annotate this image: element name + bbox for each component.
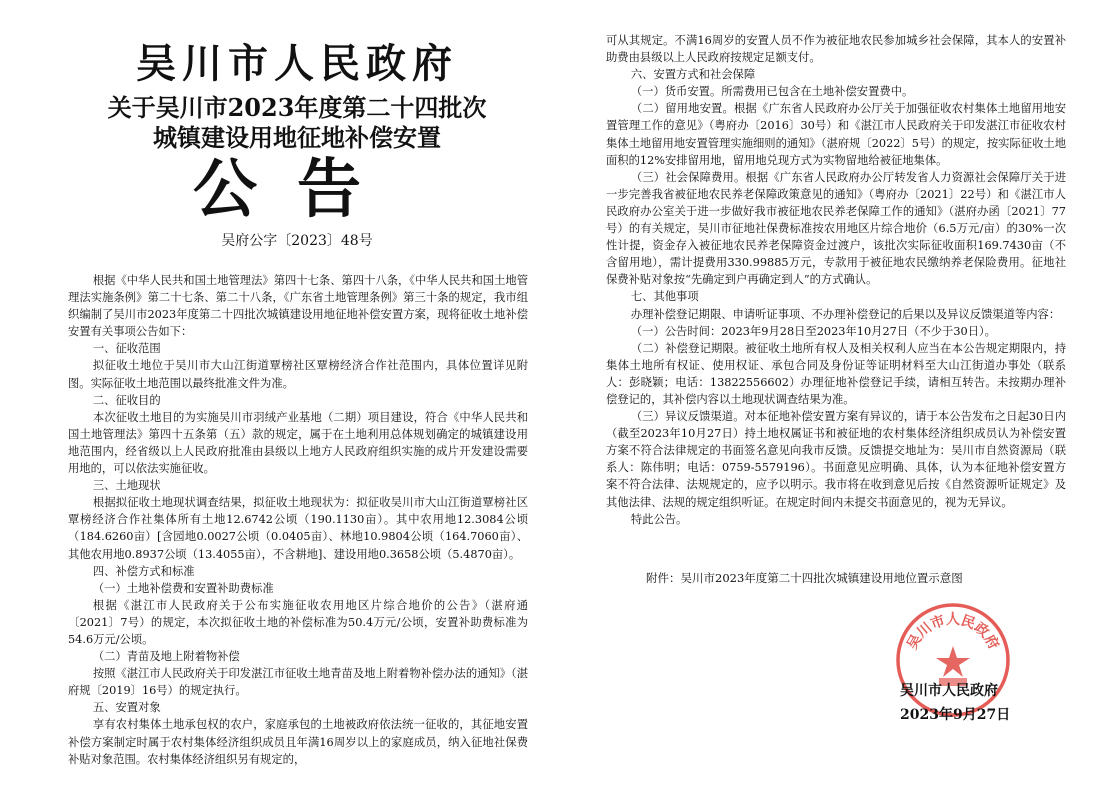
section-heading: 二、征收目的 xyxy=(92,393,161,407)
section-heading: 六、安置方式和社会保障 xyxy=(630,68,756,82)
right-column-body xyxy=(606,32,1066,528)
paragraph: 根据拟征收土地现状调查结果，拟征收土地现状为：拟征收吴川市大山江街道覃榜社区覃榜经济合作社集体所有土地12.6742公顷（190.1130亩）。其中农用地12.3084公顷（184.6260亩）[含园地0.0027公顷（0.0405亩）、林地10.9804公顷（164.7060亩）、其他农用地0.8937公顷（13.4055亩），不含耕地]、建设用地0.3658公顷（5.4870亩）。 xyxy=(68,496,528,561)
closing-remark: 特此公告。 xyxy=(630,512,688,526)
subtitle-line-1: 关于吴川市2023年度第二十四批次 xyxy=(107,93,487,122)
signature-organization: 吴川市人民政府 xyxy=(900,683,998,699)
subtitle-line-2: 城镇建设用地征地补偿安置 xyxy=(153,123,441,152)
paragraph: （二）补偿登记期限。被征收土地所有权人及相关权利人应当在本公告规定期限内，持集体土地所有权证、使用权证、承包合同及身份证等证明材料至大山江街道办事处（联系人：彭晓颖；电话：13822556602）办理征地补偿登记手续，请相互转告。未按期办理补偿登记的，其补偿内容以土地现状调查结果为准。 xyxy=(606,341,1066,406)
paragraph: （一）货币安置。所需费用已包含在土地补偿安置费中。 xyxy=(630,85,914,99)
left-column-body xyxy=(68,272,528,768)
paragraph: 享有农村集体土地承包权的农户，家庭承包的土地被政府依法统一征收的，其征地安置补偿方案制定时属于农村集体经济组织成员且年满16周岁以上的家庭成员，纳入征地社保费补贴对象范围。农村集体经济组织另有规定的， xyxy=(68,718,528,766)
attachment-note: 附件：吴川市2023年度第二十四批次城镇建设用地位置示意图 xyxy=(646,571,963,585)
section-heading: 四、补偿方式和标准 xyxy=(92,564,195,578)
paragraph: （三）异议反馈渠道。对本征地补偿安置方案有异议的，请于本公告发布之日起30日内（截至2023年10月27日）持土地权属证书和被征地的农村集体经济组织成员认为补偿安置方案不符合法律规定的书面签名意见向我市反馈。反馈提交地址为：吴川市自然资源局（联系人：陈伟明；电话：0759-5579196）。书面意见应明确、具体，认为本征地补偿安置方案不符合法律、法规规定的，应予以明示。我市将在收到意见后按《自然资源听证规定》及其他法律、法规的规定组织听证。在规定时间内未提交书面意见的，视为无异议。 xyxy=(606,410,1066,509)
section-heading: 七、其他事项 xyxy=(630,290,699,304)
signature-date: 2023年9月27日 xyxy=(900,707,1011,723)
paragraph: 拟征收土地位于吴川市大山江街道覃榜社区覃榜经济合作社范围内，具体位置详见附图。实际征收土地范围以最终批准文件为准。 xyxy=(68,359,528,390)
section-heading: 五、安置对象 xyxy=(92,701,161,715)
subsection-heading: （一）土地补偿费和安置补助费标准 xyxy=(92,581,274,595)
paragraph: （二）留用地安置。根据《广东省人民政府办公厅关于加强征收农村集体土地留用地安置管理工作的意见》（粤府办〔2016〕30号）和《湛江市人民政府关于印发湛江市征收农村集体土地留用地安置管理实施细则的通知》（湛府规〔2022〕5号）的规定，按实际征收土地面积的12%安排留用地，留用地兑现方式为实物留地给被征地集体。 xyxy=(606,102,1066,167)
document-number: 吴府公字〔2023〕48号 xyxy=(221,233,373,249)
section-heading: 三、土地现状 xyxy=(92,479,161,493)
government-name-title: 吴川市人民政府 xyxy=(136,41,458,87)
paragraph: 本次征收土地目的为实施吴川市羽绒产业基地（二期）项目建设，符合《中华人民共和国土地管理法》第四十五条第（五）款的规定，属于在土地利用总体规划确定的城镇建设用地范围内，经省级以上人民政府批准由县级以上地方人民政府组织实施的成片开发建设需要用地的，可以依法实施征收。 xyxy=(68,410,528,476)
intro-paragraph: 根据《中华人民共和国土地管理法》第四十七条、第四十八条，《中华人民共和国土地管理法实施条例》第二十七条、第二十八条，《广东省土地管理条例》第三十条的规定，我市组织编制了吴川市2023年度第二十四批次城镇建设用地征地补偿安置方案，现将征收土地补偿安置有关事项公告如下： xyxy=(68,274,528,339)
seal-text: 吴川市人民政府 xyxy=(904,612,1002,653)
paragraph: 办理补偿登记期限、申请听证事项、不办理补偿登记的后果以及异议反馈渠道等内容： xyxy=(630,307,1061,321)
paragraph: （一）公告时间：2023年9月28日至2023年10月27日（不少于30日）。 xyxy=(630,324,996,338)
official-seal-icon xyxy=(895,602,1011,718)
paragraph: （三）社会保障费用。根据《广东省人民政府办公厅转发省人力资源社会保障厅关于进一步完善我省被征地农民养老保障政策意见的通知》（粤府办〔2021〕22号）和《湛江市人民政府办公室关于进一步做好我市被征地农民养老保障工作的通知》（湛府办函〔2021〕77号）的有关规定，吴川市征地社保费标准按农用地区片综合地价（6.5万元/亩）的30%一次性计提，资金存入被征地农民养老保障资金过渡户，该批次实际征收面积169.7430亩（不含留用地），需计提费用330.99885万元，专款用于被征地农民缴纳养老保险费用。征地社保费补贴对象按“先确定到户再确定到人”的方式确认。 xyxy=(606,170,1066,287)
paragraph: 根据《湛江市人民政府关于公布实施征收农用地区片综合地价的公告》（湛府通〔2021〕7号）的规定，本次拟征收土地的补偿标准为50.4万元/公顷，安置补助费标准为54.6万元/公顷。 xyxy=(68,598,528,646)
paragraph: 按照《湛江市人民政府关于印发湛江市征收土地青苗及地上附着物补偿办法的通知》（湛府规〔2019〕16号）的规定执行。 xyxy=(68,667,528,698)
section-heading: 一、征收范围 xyxy=(92,342,161,356)
notice-heading: 公告 xyxy=(193,153,401,227)
paragraph-continued: 可从其规定。不满16周岁的安置人员不作为被征地农民参加城乡社会保障，其本人的安置补助费由县级以上人民政府按规定足额支付。 xyxy=(606,34,1066,65)
subsection-heading: （二）青苗及地上附着物补偿 xyxy=(92,650,240,664)
